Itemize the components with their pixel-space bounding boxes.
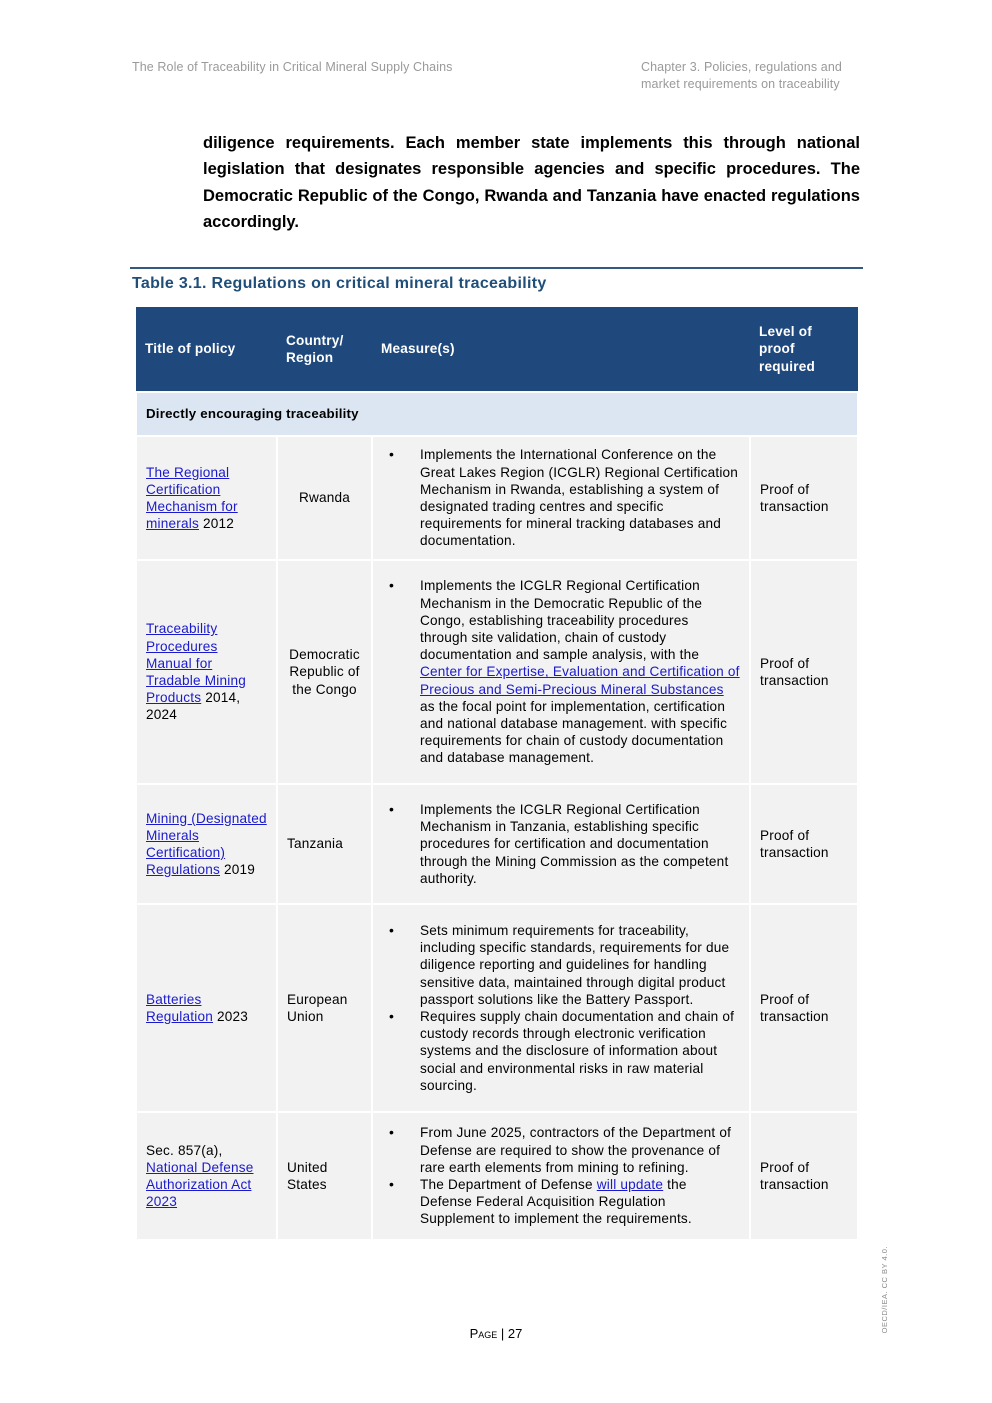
measures-cell [372,784,750,904]
proof-level-cell: Proof of transaction [750,904,858,1112]
measure-item [382,1176,740,1228]
chapter-line-2: market requirements on traceability [641,77,840,91]
country-cell: Democratic Republic of the Congo [277,560,372,784]
page-separator: | [497,1326,508,1341]
page-label: Page [469,1326,498,1341]
proof-level-cell: Proof of transaction [750,1112,858,1240]
section-row [136,392,858,436]
table-row [136,784,858,904]
table-row [136,904,858,1112]
policy-title-cell [136,560,277,784]
table-row [136,436,858,560]
policy-year: 2012 [198,516,234,532]
policy-year: 2019 [220,862,256,878]
measure-text: The Department of Defense [420,1177,597,1192]
will-update-link[interactable]: will update [596,1177,664,1192]
measure-item: • Implements the ICGLR Regional Certification Mechanism in Tanzania, establishing specific procedures for certification and documentation through the Mining Commission as the competent authority. [382,801,740,887]
table-caption: Table 3.1. Regulations on critical mineral traceability [132,275,547,292]
measure-text: Implements the ICGLR Regional Certification Mechanism in the Democratic Republic of the Congo, establishing traceability procedures through site validation, chain of custody documentation and sample analysis, with the [420,578,703,663]
policy-title-cell [136,1112,277,1240]
policy-year: 2014, 2024 [146,690,241,723]
country-cell: Rwanda [277,436,372,560]
measure-text: as the focal point for implementation, certification and national database management. with specific requirements for chain of custody documentation and database management. [420,698,728,766]
policy-title-cell [136,436,277,560]
policy-link[interactable]: National Defense Authorization Act 2023 [146,1159,254,1210]
policy-link[interactable]: Mining (Designated Minerals Certification) Regulations [146,810,267,878]
measures-cell [372,560,750,784]
measure-item: • Requires supply chain documentation and chain of custody records through electronic verification systems and the disclosure of information about social and environmental risks in raw material sourcing. [382,1008,740,1094]
section-label: Directly encouraging traceability [136,392,858,436]
measure-item: • Sets minimum requirements for traceability, including specific standards, requirements for due diligence reporting and guidelines for handling sensitive data, maintained through digital product passport solutions like the Battery Passport. [382,922,740,1008]
running-header-title: The Role of Traceability in Critical Mineral Supply Chains [132,60,453,74]
measure-item: • From June 2025, contractors of the Department of Defense are required to show the provenance of rare earth elements from mining to refining. [382,1124,740,1176]
table-row [136,1112,858,1240]
proof-level-cell: Proof of transaction [750,436,858,560]
regulations-table [135,307,859,1241]
policy-link[interactable]: The Regional Certification Mechanism for minerals [146,464,238,532]
measure-item [382,577,740,766]
proof-level-cell: Proof of transaction [750,560,858,784]
policy-prefix: Sec. 857(a), [146,1142,223,1158]
intro-paragraph: diligence requirements. Each member state implements this through national legislation that designates responsible agencies and specific procedures. The Democratic Republic of the Congo, Rwanda and Tanzania have enacted regulations accordingly. [203,134,860,231]
measure-text: the Defense Federal Acquisition Regulation Supplement to implement the requirements. [420,1177,692,1227]
page-footer [0,1326,992,1341]
table-row [136,560,858,784]
country-cell: European Union [277,904,372,1112]
chapter-line-1: Chapter 3. Policies, regulations and [641,60,842,74]
page-number: 27 [507,1326,523,1341]
measures-cell [372,904,750,1112]
policy-link[interactable]: Batteries Regulation [146,991,213,1024]
measures-cell [372,436,750,560]
country-cell: Tanzania [277,784,372,904]
header-measures: Measure(s) [372,307,750,392]
policy-year: 2023 [213,1009,249,1024]
measures-cell [372,1112,750,1240]
header-level-of-proof: Level of proof required [750,307,858,392]
policy-title-cell [136,904,277,1112]
measure-item: • Implements the International Conference on the Great Lakes Region (ICGLR) Regional Certification Mechanism in Rwanda, establishing a system of designated trading centres and specific requirements for mineral tracking databases and documentation. [382,446,740,549]
license-credit: OECD/IEA. CC BY 4.0. [880,1246,889,1334]
country-cell: United States [277,1112,372,1240]
proof-level-cell: Proof of transaction [750,784,858,904]
policy-title-cell [136,784,277,904]
cee-link[interactable]: Center for Expertise, Evaluation and Certification of Precious and Semi-Precious Mineral Substances [420,664,740,697]
header-country-region: Country/ Region [277,307,372,392]
running-header-chapter [641,59,871,93]
policy-link[interactable]: Traceability Procedures Manual for Tradable Mining Products [146,621,246,706]
table-top-rule [130,267,863,269]
header-title-of-policy: Title of policy [136,307,277,392]
table-header-row [136,307,858,392]
